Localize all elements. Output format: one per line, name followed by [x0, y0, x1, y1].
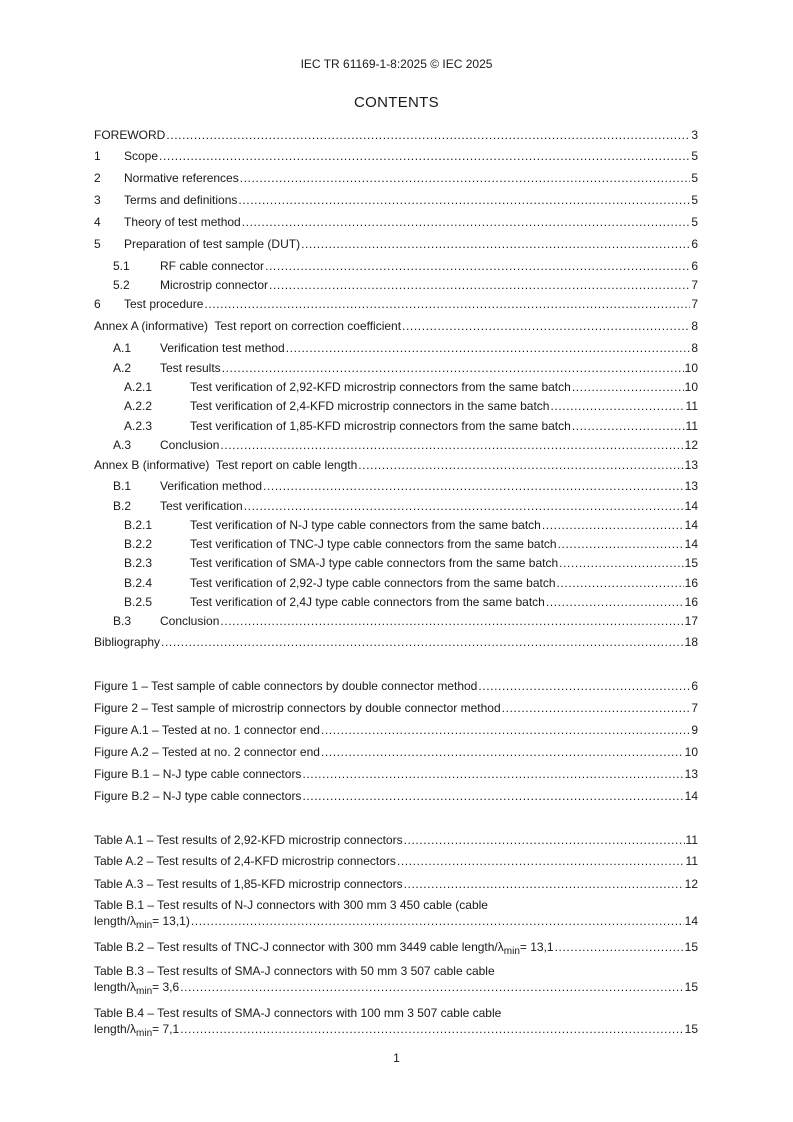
toc-entry[interactable]: B.2.3 Test verification of SMA-J type cable connectors from the same batch ..... 15: [94, 555, 698, 571]
document-header: IEC TR 61169-1-8:2025 © IEC 2025: [300, 57, 493, 71]
toc-entry[interactable]: 4 Theory of test method ..... 5: [94, 214, 698, 230]
toc-entry[interactable]: A.2.2 Test verification of 2,4-KFD microstrip connectors in the same batch ..... 11: [94, 398, 698, 414]
toc-entry[interactable]: B.3 Conclusion ..... 17: [94, 613, 698, 629]
toc-entry[interactable]: A.1 Verification test method ..... 8: [94, 340, 698, 356]
table-entry[interactable]: Table B.4 – Test results of SMA-J connectors with 100 mm 3 507 cable cable length/$\lambda_{min}= 7,1$ ..... 15: [94, 1005, 698, 1037]
table-entry[interactable]: Table A.1 – Test results of 2,92-KFD microstrip connectors ..... 11: [94, 832, 698, 848]
toc-entry[interactable]: A.2.3 Test verification of 1,85-KFD microstrip connectors from the same batch ..... 11: [94, 418, 698, 434]
figure-entry[interactable]: Figure A.1 – Tested at no. 1 connector end ..... 9: [94, 722, 698, 738]
page-title: CONTENTS: [354, 94, 439, 111]
toc-entry[interactable]: Annex B (informative) Test report on cable length ..... 13: [94, 457, 698, 473]
figure-entry[interactable]: Figure B.2 – N-J type cable connectors ..... 14: [94, 788, 698, 804]
table-entry[interactable]: Table B.1 – Test results of N-J connectors with 300 mm 3 450 cable (cable length/$\lambda_{min}= 13,1$) ..... 14: [94, 897, 698, 929]
figure-entry[interactable]: Figure A.2 – Tested at no. 2 connector end ..... 10: [94, 744, 698, 760]
figure-entry[interactable]: Figure B.1 – N-J type cable connectors ..... 13: [94, 766, 698, 782]
toc-entry[interactable]: Bibliography ..... 18: [94, 634, 698, 650]
toc-entry[interactable]: 5.2 Microstrip connector ..... 7: [94, 277, 698, 293]
toc-entry[interactable]: 3 Terms and definitions ..... 5: [94, 192, 698, 208]
toc-entry[interactable]: 5 Preparation of test sample (DUT) ..... 6: [94, 236, 698, 252]
toc-entry[interactable]: A.2.1 Test verification of 2,92-KFD microstrip connectors from the same batch ..... 10: [94, 379, 698, 395]
toc-entry[interactable]: 5.1 RF cable connector ..... 6: [94, 258, 698, 274]
figure-entry[interactable]: Figure 2 – Test sample of microstrip connectors by double connector method ..... 7: [94, 700, 698, 716]
toc-entry[interactable]: 6 Test procedure ..... 7: [94, 296, 698, 312]
toc-entry[interactable]: B.2 Test verification ..... 14: [94, 498, 698, 514]
figure-entry[interactable]: Figure 1 – Test sample of cable connectors by double connector method ..... 6: [94, 678, 698, 694]
toc-entry[interactable]: A.3 Conclusion ..... 12: [94, 437, 698, 453]
toc-entry[interactable]: A.2 Test results ..... 10: [94, 360, 698, 376]
toc-entry[interactable]: 1 Scope ..... 5: [94, 148, 698, 164]
toc-entry[interactable]: B.1 Verification method ..... 13: [94, 478, 698, 494]
toc-entry[interactable]: Annex A (informative) Test report on correction coefficient ..... 8: [94, 318, 698, 334]
toc-entry[interactable]: B.2.2 Test verification of TNC-J type cable connectors from the same batch ..... 14: [94, 536, 698, 552]
table-entry[interactable]: Table A.2 – Test results of 2,4-KFD microstrip connectors ..... 11: [94, 853, 698, 869]
table-entry[interactable]: Table A.3 – Test results of 1,85-KFD microstrip connectors ..... 12: [94, 876, 698, 892]
toc-entry[interactable]: FOREWORD ..... 3: [94, 127, 698, 143]
table-entry[interactable]: Table B.2 – Test results of TNC-J connector with 300 mm 3449 cable length/$\lambda_{min}= 13,1$ ..... 15: [94, 939, 698, 955]
table-entry[interactable]: Table B.3 – Test results of SMA-J connectors with 50 mm 3 507 cable cable length/$\lambda_{min}= 3,6$ ..... 15: [94, 963, 698, 995]
page-number: 1: [393, 1051, 400, 1065]
toc-entry[interactable]: B.2.1 Test verification of N-J type cable connectors from the same batch ..... 14: [94, 517, 698, 533]
toc-entry[interactable]: B.2.5 Test verification of 2,4J type cable connectors from the same batch ..... 16: [94, 594, 698, 610]
toc-entry[interactable]: 2 Normative references ..... 5: [94, 170, 698, 186]
toc-entry[interactable]: B.2.4 Test verification of 2,92-J type cable connectors from the same batch ..... 16: [94, 575, 698, 591]
